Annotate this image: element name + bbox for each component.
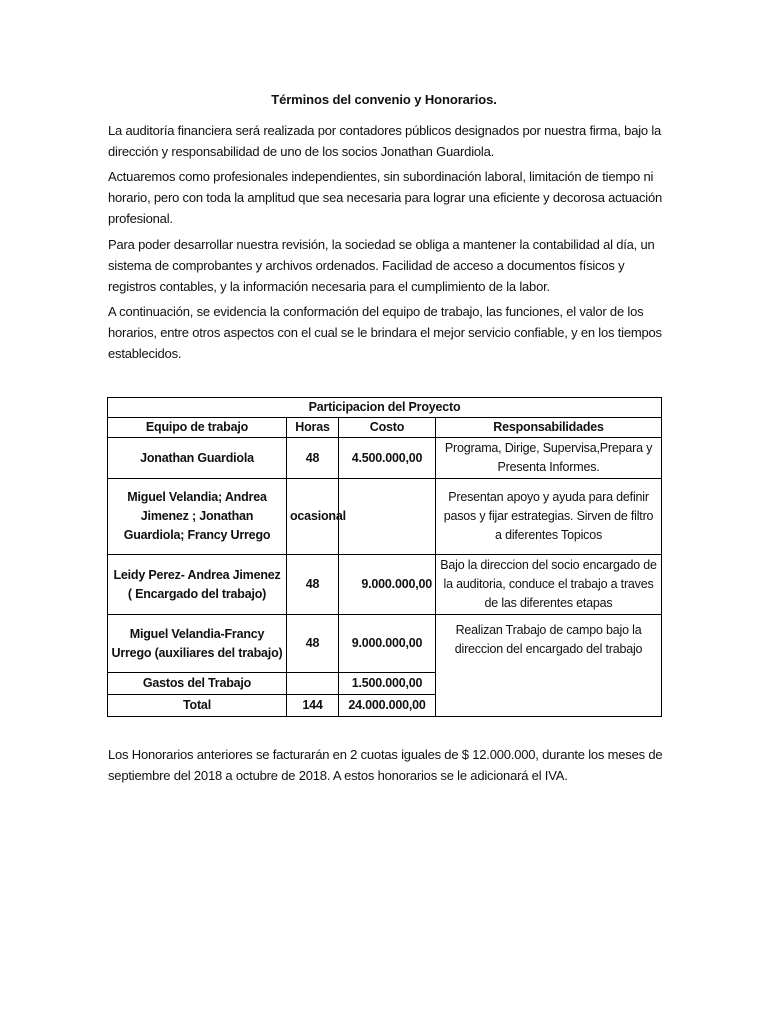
paragraph-honorarios: Los Honorarios anteriores se facturarán en 2 cuotas iguales de $ 12.000.000, durante los meses de septiembre del 2018 a octubre de 2018. A estos honorarios se le adicionará el IVA. [108,747,663,783]
cell-equipo: Miguel Velandia; Andrea Jimenez ; Jonathan Guardiola; Francy Urrego [108,479,287,555]
paragraph-independientes: Actuaremos como profesionales independientes, sin subordinación laboral, limitación de tiempo ni horario, pero con toda la amplitud que sea necesaria para lograr una eficiente y decorosa actuación profesional. [108,169,663,226]
table-row [108,615,662,673]
document-title: Términos del convenio y Honorarios. [271,92,497,107]
total-label: Total [108,695,287,717]
table-row [108,479,662,555]
cell-horas: 48 [287,615,339,673]
table-header-row [108,418,662,438]
table-row [108,555,662,615]
total-horas: 144 [287,695,339,717]
gastos-label: Gastos del Trabajo [108,673,287,695]
gastos-costo: 1.500.000,00 [339,673,436,695]
header-equipo: Equipo de trabajo [108,418,287,438]
cell-responsabilidades: Presentan apoyo y ayuda para definir pasos y fijar estrategias. Sirven de filtro a diferentes Topicos [436,479,662,555]
cell-horas: 48 [287,555,339,615]
cell-responsabilidades: Programa, Dirige, Supervisa,Prepara y Presenta Informes. [436,438,662,479]
cell-costo [339,479,436,555]
paragraph-auditoria: La auditoría financiera será realizada por contadores públicos designados por nuestra firma, bajo la dirección y responsabilidad de uno de los socios Jonathan Guardiola. [108,123,662,159]
header-horas: Horas [287,418,339,438]
table-caption: Participacion del Proyecto [108,398,662,418]
paragraph-continuacion: A continuación, se evidencia la conformación del equipo de trabajo, las funciones, el valor de los horarios, entre otros aspectos con el cual se le brindara el mejor servicio confiable, y en los tiempos establecidos. [108,304,662,361]
header-costo: Costo [339,418,436,438]
paragraph-revision: Para poder desarrollar nuestra revisión, la sociedad se obliga a mantener la contabilidad al día, un sistema de comprobantes y archivos ordenados. Facilidad de acceso a documentos físicos y registros contables, y la información necesaria para el cumplimiento de la labor. [108,237,655,294]
cell-equipo: Miguel Velandia-Francy Urrego (auxiliares del trabajo) [108,615,287,673]
project-table [107,397,662,717]
cell-horas: 48 [287,438,339,479]
cell-equipo: Leidy Perez- Andrea Jimenez ( Encargado del trabajo) [108,555,287,615]
cell-responsabilidades: Bajo la direccion del socio encargado de la auditoria, conduce el trabajo a traves de las diferentes etapas [436,555,662,615]
cell-costo: 9.000.000,00 [339,615,436,673]
table-caption-row [108,398,662,418]
cell-responsabilidades: Realizan Trabajo de campo bajo la direccion del encargado del trabajo [436,615,662,717]
total-costo: 24.000.000,00 [339,695,436,717]
header-responsabilidades: Responsabilidades [436,418,662,438]
table-row [108,438,662,479]
gastos-horas [287,673,339,695]
cell-equipo: Jonathan Guardiola [108,438,287,479]
cell-costo: 9.000.000,00 [339,555,436,615]
cell-costo: 4.500.000,00 [339,438,436,479]
cell-horas: ocasional [287,479,339,555]
